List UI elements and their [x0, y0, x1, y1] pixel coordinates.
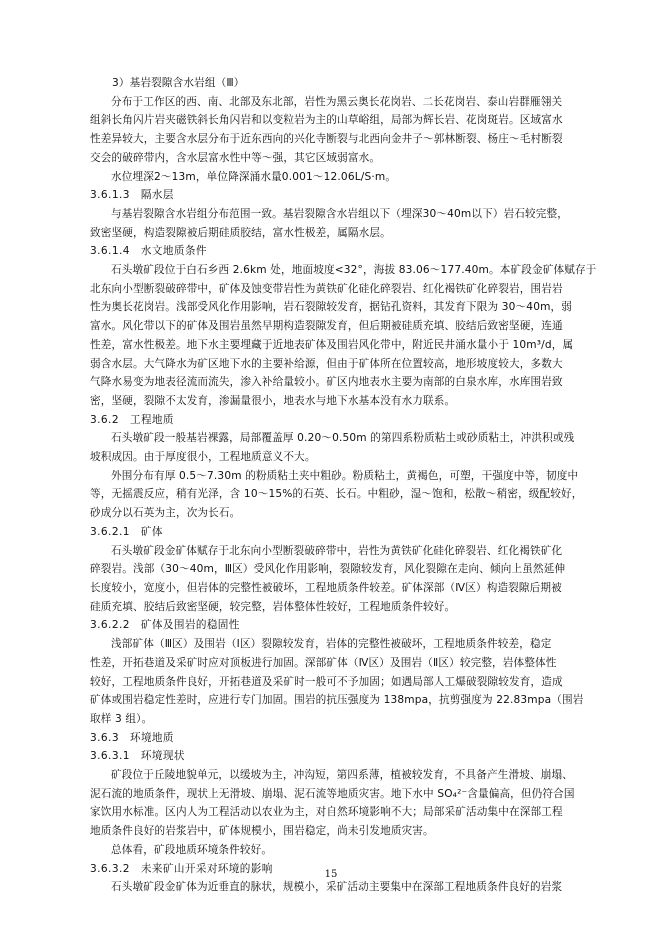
text-line: 交会的破碎带内，含水层富水性中等～强，其它区域弱富水。: [90, 151, 381, 164]
section-heading: 3.6.2 工程地质: [90, 413, 174, 426]
text-line: 与基岩裂隙含水岩组分布范围一致。基岩裂隙含水岩组以下（埋深30～40m以下）岩石较完整，: [111, 207, 569, 220]
text-line: 石头墩矿段一般基岩裸露，局部覆盖厚 0.20～0.50m 的第四系粉质粘土或砂质粘土，冲洪积或残: [111, 432, 575, 445]
text-line: 浅部矿体（Ⅲ区）及围岩（Ⅰ区）裂隙较发育，岩体的完整性被破坏，工程地质条件较差，稳定: [111, 638, 552, 651]
section-heading: 3.6.3.2 未来矿山开采对环境的影响: [90, 862, 273, 875]
text-line: 地质条件良好的岩浆岩中，矿体规模小，围岩稳定，尚未引发地质灾害。: [90, 825, 434, 838]
text-line: 北东向小型断裂破碎带中，矿体及蚀变带岩性为黄铁矿化硅化碎裂岩、红化褐铁矿化碎裂岩，围岩岩: [90, 282, 563, 295]
text-line: 矿段位于丘陵地貌单元，以缓坡为主，冲沟短，第四系薄，植被较发育，不具备产生滑坡、崩塌、: [111, 769, 573, 782]
text-line: 坡积成因。由于厚度很小，工程地质意义不大。: [90, 451, 316, 464]
text-line: 家饮用水标准。区内人为工程活动以农业为主，对自然环境影响不大；局部采矿活动集中在深部工程: [90, 806, 563, 819]
text-line: 3）基岩裂隙含水岩组（Ⅲ）: [112, 77, 245, 89]
text-line: 总体看，矿段地质环境条件较好。: [111, 843, 273, 856]
text-line: 弱含水层。大气降水为矿区地下水的主要补给源，但由于矿体所在位置较高，地形坡度较大，多数大: [90, 357, 563, 370]
text-line: 泥石流的地质条件，现状上无滑坡、崩塌、泥石流等地质灾害。地下水中 SO₄²⁻含量偏高，但仍符合国: [90, 787, 575, 800]
text-line: 矿体或围岩稳定性差时，应进行专门加固。围岩的抗压强度为 138mpa，抗剪强度为 22.83mpa（围岩: [90, 694, 584, 707]
text-line: 硅质充填、胶结后致密坚硬，较完整，岩体整体性较好，工程地质条件较好。: [90, 600, 456, 613]
text-line: 长度较小，宽度小，但岩体的完整性被破坏，工程地质条件较差。矿体深部（Ⅳ区）构造裂隙后期被: [90, 581, 562, 594]
text-line: 砂成分以石英为主，次为长石。: [90, 507, 241, 520]
text-line: 等，无摇震反应，稍有光泽，含 10～15%的石英、长石。中粗砂，湿～饱和，松散～稍密，级配较好，: [90, 488, 583, 501]
text-line: 富水。风化带以下的矿体及围岩虽然早期构造裂隙发育，但后期被硅质充填、胶结后致密坚硬，连通: [90, 320, 563, 333]
section-heading: 3.6.1.3 隔水层: [90, 189, 174, 202]
section-heading: 3.6.3.1 环境现状: [90, 750, 185, 763]
section-heading: 3.6.3 环境地质: [90, 731, 174, 744]
text-line: 碎裂岩。浅部（30～40m，Ⅲ区）受风化作用影响，裂隙较发育，风化裂隙在走向、倾向上虽然延伸: [90, 563, 566, 576]
text-line: 密，坚硬，裂隙不太发育，渗漏量很小，地表水与地下水基本没有水力联系。: [90, 394, 456, 407]
section-heading: 3.6.1.4 水文地质条件: [90, 245, 207, 258]
text-line: 性为奥长花岗岩。浅部受风化作用影响，岩石裂隙较发育，据钻孔资料，其发育下限为 30～40m，弱: [90, 301, 573, 314]
page-number: 15: [324, 869, 338, 880]
section-heading: 3.6.2.1 矿体: [90, 525, 163, 538]
text-line: 石头墩矿段位于白石乡西 2.6km 处，地面坡度<32°，海拔 83.06～177.40m。本矿段金矿体赋存于: [111, 264, 597, 277]
section-heading: 3.6.2.2 矿体及围岩的稳固性: [90, 619, 240, 632]
text-line: 致密坚硬，构造裂隙被后期硅质胶结，富水性极差，属隔水层。: [90, 226, 391, 239]
text-line: 性差，开拓巷道及采矿时应对顶板进行加固。深部矿体（Ⅳ区）及围岩（Ⅱ区）较完整，岩体整体性: [90, 656, 557, 669]
text-line: 性差异较大，主要含水层分布于近东西向的兴化寺断裂与北西向金井子～郭林断裂、杨庄～毛村断裂: [90, 133, 563, 146]
text-line: 外围分布有厚 0.5～7.30m 的粉质粘土夹中粗砂。粉质粘土，黄褐色，可塑，干强度中等，韧度中: [111, 469, 579, 482]
text-line: 较好，工程地质条件良好，开拓巷道及采矿时一般可不予加固；如遇局部人工爆破裂隙较发育，造成: [90, 675, 563, 688]
text-line: 水位埋深2～13m，单位降深涌水量0.001～12.06L/S·m。: [111, 170, 397, 183]
text-line: 石头墩矿段金矿体为近垂直的脉状，规模小，采矿活动主要集中在深部工程地质条件良好的岩浆: [111, 881, 563, 894]
text-line: 分布于工作区的西、南、北部及东北部，岩性为黑云奥长花岗岩、二长花岗岩、泰山岩群雁翎关: [111, 95, 563, 108]
text-line: 气降水易变为地表径流而流失，渗入补给量较小。矿区内地表水主要为南部的白泉水库，水库围岩致: [90, 376, 563, 389]
document-body: [90, 74, 597, 897]
text-line: 组斜长角闪片岩夹磁铁斜长角闪岩和以变粒岩为主的山草峪组，局部为辉长岩、花岗斑岩。区域富水: [90, 114, 563, 127]
text-line: 性差，富水性极差。地下水主要埋藏于近地表矿体及围岩风化带中，附近民井涌水量小于 10m³/d，属: [90, 338, 574, 351]
text-line: 石头墩矿段金矿体赋存于北东向小型断裂破碎带中，岩性为黄铁矿化硅化碎裂岩、红化褐铁矿化: [111, 544, 563, 557]
text-line: 取样 3 组）。: [90, 712, 153, 725]
